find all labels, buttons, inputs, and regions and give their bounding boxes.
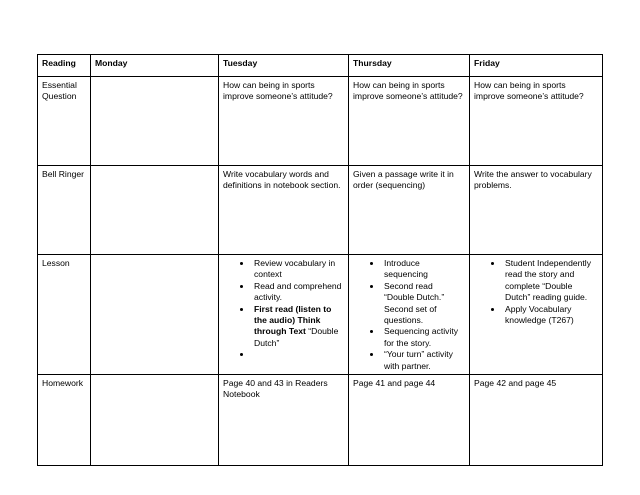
lesson-label: Lesson xyxy=(38,255,91,375)
essential-question-thursday: How can being in sports improve someone’s attitude? xyxy=(349,77,470,166)
list-item: • Second read “Double Dutch.” Second set of questions. xyxy=(382,281,465,327)
header-monday: Monday xyxy=(91,55,219,77)
lesson-monday xyxy=(91,255,219,375)
lesson-thursday xyxy=(349,255,470,375)
essential-question-tuesday: How can being in sports improve someone’s attitude? xyxy=(219,77,349,166)
bell-ringer-thursday: Given a passage write it in order (sequencing) xyxy=(349,166,470,255)
bell-ringer-label: Bell Ringer xyxy=(38,166,91,255)
homework-row xyxy=(38,375,603,466)
list-item: • Apply Vocabulary knowledge (T267) xyxy=(503,304,598,327)
lesson-tuesday xyxy=(219,255,349,375)
lesson-thursday-list xyxy=(353,258,465,372)
bell-ringer-tuesday: Write vocabulary words and definitions in notebook section. xyxy=(219,166,349,255)
essential-question-friday: How can being in sports improve someone’s attitude? xyxy=(470,77,603,166)
essential-question-label: Essential Question xyxy=(38,77,91,166)
lesson-tuesday-bold-text: First read (listen to the audio) Think through Text xyxy=(254,303,332,337)
homework-friday: Page 42 and page 45 xyxy=(470,375,603,466)
bell-ringer-row xyxy=(38,166,603,255)
lesson-plan-table xyxy=(37,54,603,466)
list-item-empty xyxy=(252,349,344,360)
header-thursday: Thursday xyxy=(349,55,470,77)
list-item: • “Your turn” activity with partner. xyxy=(382,349,465,372)
list-item xyxy=(252,304,344,350)
essential-question-monday xyxy=(91,77,219,166)
lesson-tuesday-bold-suffix: “Double Dutch” xyxy=(254,326,339,348)
list-item: • Read and comprehend activity. xyxy=(252,281,344,304)
bell-ringer-monday xyxy=(91,166,219,255)
lesson-friday xyxy=(470,255,603,375)
lesson-row xyxy=(38,255,603,375)
lesson-friday-list xyxy=(474,258,598,326)
homework-thursday: Page 41 and page 44 xyxy=(349,375,470,466)
homework-tuesday: Page 40 and 43 in Readers Notebook xyxy=(219,375,349,466)
homework-monday xyxy=(91,375,219,466)
homework-label: Homework xyxy=(38,375,91,466)
header-reading: Reading xyxy=(38,55,91,77)
list-item: • Student Independently read the story and complete “Double Dutch” reading guide. xyxy=(503,258,598,304)
list-item: • Introduce sequencing xyxy=(382,258,465,281)
bell-ringer-friday: Write the answer to vocabulary problems. xyxy=(470,166,603,255)
header-friday: Friday xyxy=(470,55,603,77)
header-row xyxy=(38,55,603,77)
essential-question-row xyxy=(38,77,603,166)
lesson-tuesday-list xyxy=(223,258,344,360)
list-item: • Sequencing activity for the story. xyxy=(382,326,465,349)
list-item: • Review vocabulary in context xyxy=(252,258,344,281)
header-tuesday: Tuesday xyxy=(219,55,349,77)
